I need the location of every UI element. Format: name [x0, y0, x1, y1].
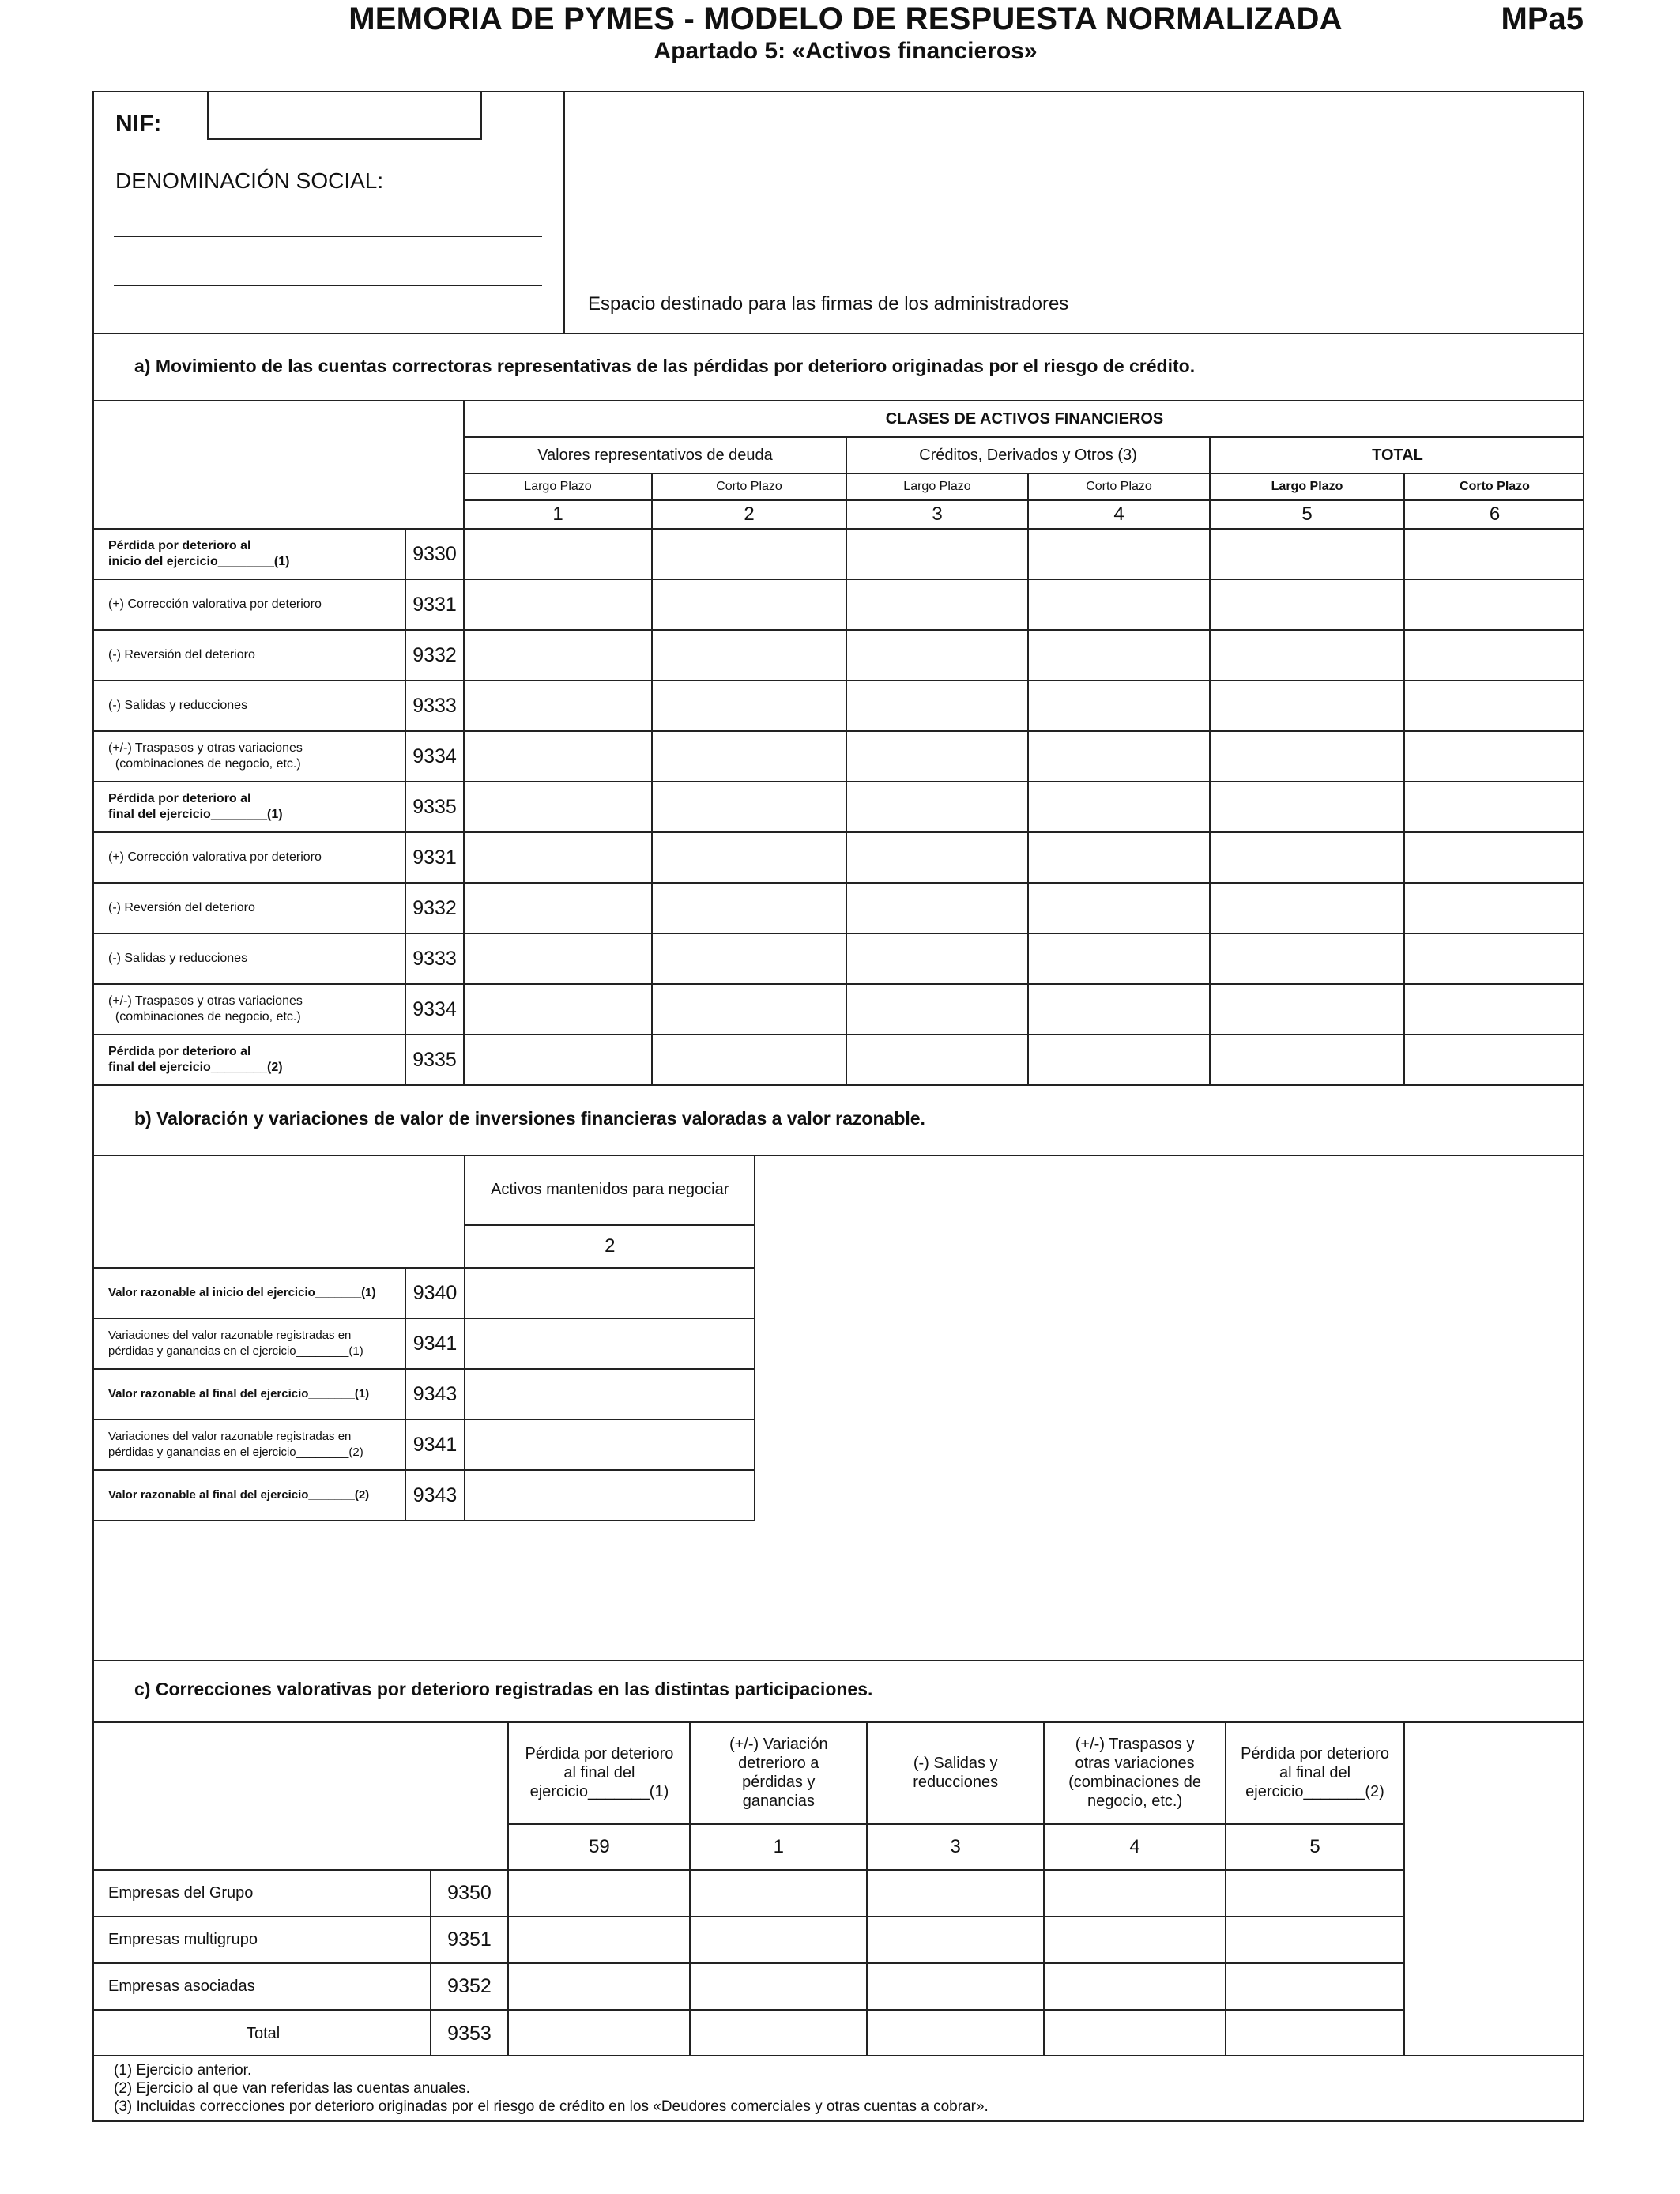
amount-input[interactable]	[464, 529, 652, 579]
row-label	[92, 832, 405, 883]
amount-input[interactable]	[846, 680, 1028, 731]
amount-input[interactable]	[846, 529, 1028, 579]
amount-input[interactable]	[1404, 630, 1584, 680]
row-label: Empresas del Grupo	[92, 1870, 431, 1917]
row-code: 9331	[405, 579, 464, 630]
amount-input[interactable]	[1028, 680, 1210, 731]
col-header-salidas: (-) Salidas y reducciones	[867, 1721, 1044, 1824]
section-a-title: a) Movimiento de las cuentas correctoras representativas de las pérdidas por deterioro originadas por el riesgo de crédito.	[134, 356, 1196, 376]
row-code: 9332	[405, 883, 464, 933]
row-label-line: (-) Salidas y reducciones	[108, 952, 248, 965]
amount-input[interactable]	[652, 529, 846, 579]
class-header-valores: Valores representativos de deuda	[464, 437, 846, 473]
row-label	[92, 579, 405, 630]
amount-input[interactable]	[1044, 2010, 1226, 2056]
amount-input[interactable]	[1210, 984, 1404, 1035]
clases-header: CLASES DE ACTIVOS FINANCIEROS	[464, 401, 1584, 437]
amount-input[interactable]	[1210, 933, 1404, 984]
amount-input[interactable]	[465, 1318, 755, 1369]
section-b-table	[92, 1155, 755, 1521]
row-label-line: final del ejercicio________(1)	[108, 808, 283, 821]
row-code: 9335	[405, 782, 464, 832]
row-code: 9351	[431, 1917, 509, 1963]
row-label	[92, 1035, 405, 1085]
row-label: Empresas multigrupo	[92, 1917, 431, 1963]
amount-input[interactable]	[464, 782, 652, 832]
amount-input[interactable]	[1028, 984, 1210, 1035]
amount-input[interactable]	[1404, 579, 1584, 630]
term-header: Corto Plazo	[1028, 473, 1210, 500]
row-code: 9331	[405, 832, 464, 883]
amount-input[interactable]	[464, 883, 652, 933]
amount-input[interactable]	[464, 933, 652, 984]
row-code: 9343	[405, 1470, 465, 1521]
row-label-line: (combinaciones de negocio, etc.)	[108, 1010, 301, 1023]
amount-input[interactable]	[465, 1470, 755, 1521]
section-divider	[92, 1660, 1584, 1661]
col-number: 5	[1210, 500, 1404, 529]
row-code: 9343	[405, 1369, 465, 1419]
row-label	[92, 782, 405, 832]
row-code: 9352	[431, 1963, 509, 2010]
term-header: Corto Plazo	[652, 473, 846, 500]
amount-input[interactable]	[867, 1870, 1044, 1917]
row-code: 9333	[405, 680, 464, 731]
table-row	[92, 2010, 1404, 2056]
amount-input[interactable]	[1044, 1963, 1226, 2010]
amount-input[interactable]	[464, 1035, 652, 1085]
amount-input[interactable]	[1210, 680, 1404, 731]
row-label	[92, 933, 405, 984]
amount-input[interactable]	[1210, 883, 1404, 933]
row-code: 9340	[405, 1268, 465, 1318]
row-label-line: (-) Salidas y reducciones	[108, 699, 248, 712]
amount-input[interactable]	[652, 832, 846, 883]
amount-input[interactable]	[1028, 731, 1210, 782]
amount-input[interactable]	[464, 731, 652, 782]
amount-input[interactable]	[846, 832, 1028, 883]
col-number: 5	[1226, 1824, 1404, 1870]
amount-input[interactable]	[1028, 883, 1210, 933]
amount-input[interactable]	[846, 731, 1028, 782]
section-a-table	[92, 400, 1584, 1086]
row-label-line: pérdidas y ganancias en el ejercicio________(2)	[108, 1446, 363, 1459]
amount-input[interactable]	[464, 984, 652, 1035]
row-label	[92, 883, 405, 933]
row-label	[92, 1318, 405, 1369]
amount-input[interactable]	[508, 1963, 690, 2010]
row-label	[92, 1419, 405, 1470]
amount-input[interactable]	[1404, 1035, 1584, 1085]
table-row	[92, 1318, 755, 1369]
table-row	[92, 984, 1584, 1035]
amount-input[interactable]	[465, 1419, 755, 1470]
amount-input[interactable]	[1226, 1963, 1404, 2010]
row-label-line: (+) Corrección valorativa por deterioro	[108, 850, 322, 864]
row-label-line: Valor razonable al inicio del ejercicio_______(1)	[108, 1286, 376, 1299]
row-code: 9341	[405, 1419, 465, 1470]
row-label	[92, 680, 405, 731]
term-header: Corto Plazo	[1404, 473, 1584, 500]
row-code: 9350	[431, 1870, 509, 1917]
amount-input[interactable]	[690, 2010, 867, 2056]
term-header: Largo Plazo	[464, 473, 652, 500]
amount-input[interactable]	[1210, 529, 1404, 579]
term-header: Largo Plazo	[846, 473, 1028, 500]
amount-input[interactable]	[1404, 832, 1584, 883]
row-code: 9332	[405, 630, 464, 680]
table-row	[92, 1419, 755, 1470]
amount-input[interactable]	[690, 1870, 867, 1917]
table-row	[92, 1035, 1584, 1085]
amount-input[interactable]	[1404, 782, 1584, 832]
section-divider	[92, 333, 1584, 334]
row-label-line: Valor razonable al final del ejercicio_______(2)	[108, 1488, 370, 1502]
row-code: 9334	[405, 984, 464, 1035]
page-subtitle: Apartado 5: «Activos financieros»	[654, 38, 1038, 64]
amount-input[interactable]	[464, 579, 652, 630]
row-label: Empresas asociadas	[92, 1963, 431, 2010]
row-label-line: final del ejercicio________(2)	[108, 1061, 283, 1074]
amount-input[interactable]	[1028, 579, 1210, 630]
amount-input[interactable]	[652, 680, 846, 731]
footnote-divider	[92, 2055, 1584, 2056]
footnote: (2) Ejercicio al que van referidas las cuentas anuales.	[114, 2080, 470, 2097]
amount-input[interactable]	[846, 883, 1028, 933]
page-title: MEMORIA DE PYMES - MODELO DE RESPUESTA NORMALIZADA	[348, 2, 1343, 36]
amount-input[interactable]	[1210, 1035, 1404, 1085]
denominacion-label: DENOMINACIÓN SOCIAL:	[115, 168, 384, 193]
row-label-line: Pérdida por deterioro al	[108, 792, 251, 805]
row-label	[92, 630, 405, 680]
footnote-list	[114, 2061, 989, 2116]
table-row	[92, 1369, 755, 1419]
row-label-line: pérdidas y ganancias en el ejercicio________(1)	[108, 1344, 363, 1358]
table-row	[92, 731, 1584, 782]
amount-input[interactable]	[690, 1963, 867, 2010]
amount-input[interactable]	[867, 1917, 1044, 1963]
amount-input[interactable]	[846, 1035, 1028, 1085]
amount-input[interactable]	[464, 832, 652, 883]
row-label	[92, 529, 405, 579]
amount-input[interactable]	[652, 630, 846, 680]
amount-input[interactable]	[1044, 1917, 1226, 1963]
denominacion-line-2[interactable]	[114, 285, 542, 286]
col-number: 4	[1044, 1824, 1226, 1870]
row-code: 9330	[405, 529, 464, 579]
table-row	[92, 1268, 755, 1318]
col-number: 59	[508, 1824, 690, 1870]
row-code: 9333	[405, 933, 464, 984]
amount-input[interactable]	[1210, 832, 1404, 883]
row-label-line: (+/-) Traspasos y otras variaciones	[108, 994, 303, 1008]
row-label-line: Pérdida por deterioro al	[108, 539, 251, 552]
amount-input[interactable]	[1028, 1035, 1210, 1085]
amount-input[interactable]	[1044, 1870, 1226, 1917]
row-label-line: (-) Reversión del deterioro	[108, 648, 255, 662]
row-label-line: (-) Reversión del deterioro	[108, 901, 255, 914]
section-b-title: b) Valoración y variaciones de valor de inversiones financieras valoradas a valor razonable.	[134, 1108, 925, 1129]
amount-input[interactable]	[1404, 933, 1584, 984]
amount-input[interactable]	[465, 1369, 755, 1419]
row-label-line: Variaciones del valor razonable registradas en	[108, 1329, 352, 1342]
row-label	[92, 731, 405, 782]
amount-input[interactable]	[652, 782, 846, 832]
row-label-line: Variaciones del valor razonable registradas en	[108, 1430, 352, 1443]
denominacion-line-1[interactable]	[114, 236, 542, 237]
amount-input[interactable]	[1404, 984, 1584, 1035]
amount-input[interactable]	[1404, 529, 1584, 579]
row-label	[92, 1470, 405, 1521]
amount-input[interactable]	[1404, 731, 1584, 782]
table-row	[92, 1917, 1404, 1963]
section-a-corner	[92, 401, 464, 529]
amount-input[interactable]	[846, 933, 1028, 984]
col-number: 3	[867, 1824, 1044, 1870]
table-row	[92, 832, 1584, 883]
row-label-line: Valor razonable al final del ejercicio_______(1)	[108, 1387, 370, 1400]
table-row	[92, 782, 1584, 832]
amount-input[interactable]	[652, 883, 846, 933]
nif-input[interactable]	[207, 91, 482, 140]
section-c-table	[92, 1721, 1405, 2056]
table-row	[92, 933, 1584, 984]
amount-input[interactable]	[846, 579, 1028, 630]
section-c-corner	[92, 1721, 508, 1870]
col-number: 2	[652, 500, 846, 529]
amount-input[interactable]	[652, 731, 846, 782]
amount-input[interactable]	[508, 1917, 690, 1963]
footnote: (3) Incluidas correcciones por deterioro originadas por el riesgo de crédito en los «Deudores comerciales y otras cuentas a cobrar».	[114, 2098, 989, 2115]
col-header-perdida-final: Pérdida por deterioro al final del ejercicio_______(2)	[1226, 1721, 1404, 1824]
class-header-total: TOTAL	[1210, 437, 1584, 473]
amount-input[interactable]	[1028, 529, 1210, 579]
row-code: 9335	[405, 1035, 464, 1085]
col-number: 6	[1404, 500, 1584, 529]
table-row	[92, 579, 1584, 630]
row-label	[92, 1268, 405, 1318]
row-label-line: (combinaciones de negocio, etc.)	[108, 757, 301, 771]
amount-input[interactable]	[1210, 579, 1404, 630]
amount-input[interactable]	[1210, 630, 1404, 680]
table-row	[92, 1870, 1404, 1917]
col-header-traspasos: (+/-) Traspasos y otras variaciones (combinaciones de negocio, etc.)	[1044, 1721, 1226, 1824]
amount-input[interactable]	[465, 1268, 755, 1318]
table-row	[92, 529, 1584, 579]
col-number: 1	[690, 1824, 867, 1870]
col-header-negociar: Activos mantenidos para negociar	[465, 1155, 755, 1225]
amount-input[interactable]	[464, 630, 652, 680]
row-label-line: inicio del ejercicio________(1)	[108, 555, 290, 568]
col-header-perdida-inicial: Pérdida por deterioro al final del ejercicio_______(1)	[508, 1721, 690, 1824]
col-number: 1	[464, 500, 652, 529]
footnote: (1) Ejercicio anterior.	[114, 2062, 252, 2079]
amount-input[interactable]	[508, 1870, 690, 1917]
col-number: 2	[465, 1225, 755, 1268]
amount-input[interactable]	[1028, 933, 1210, 984]
ident-divider	[563, 91, 565, 333]
col-number: 3	[846, 500, 1028, 529]
term-header: Largo Plazo	[1210, 473, 1404, 500]
amount-input[interactable]	[690, 1917, 867, 1963]
form-code: MPa5	[1501, 2, 1584, 36]
row-label-line: Pérdida por deterioro al	[108, 1045, 251, 1058]
row-label-line: (+/-) Traspasos y otras variaciones	[108, 741, 303, 755]
amount-input[interactable]	[652, 1035, 846, 1085]
firmas-label: Espacio destinado para las firmas de los administradores	[588, 293, 1069, 315]
table-row	[92, 1470, 755, 1521]
nif-label: NIF:	[115, 111, 162, 137]
amount-input[interactable]	[1226, 1870, 1404, 1917]
amount-input[interactable]	[1028, 782, 1210, 832]
col-header-variacion: (+/-) Variación detrerioro a pérdidas y ganancias	[690, 1721, 867, 1824]
row-code: 9341	[405, 1318, 465, 1369]
table-row	[92, 680, 1584, 731]
class-header-creditos: Créditos, Derivados y Otros (3)	[846, 437, 1210, 473]
row-label	[92, 984, 405, 1035]
amount-input[interactable]	[1226, 2010, 1404, 2056]
table-row	[92, 883, 1584, 933]
amount-input[interactable]	[652, 984, 846, 1035]
amount-input[interactable]	[1226, 1917, 1404, 1963]
table-row	[92, 630, 1584, 680]
row-label: Total	[92, 2010, 431, 2056]
col-number: 4	[1028, 500, 1210, 529]
section-b-corner	[92, 1155, 465, 1268]
amount-input[interactable]	[846, 782, 1028, 832]
amount-input[interactable]	[652, 933, 846, 984]
table-row	[92, 1963, 1404, 2010]
row-label	[92, 1369, 405, 1419]
amount-input[interactable]	[846, 984, 1028, 1035]
amount-input[interactable]	[652, 579, 846, 630]
row-label-line: (+) Corrección valorativa por deterioro	[108, 598, 322, 611]
amount-input[interactable]	[1404, 680, 1584, 731]
amount-input[interactable]	[846, 630, 1028, 680]
amount-input[interactable]	[1028, 832, 1210, 883]
row-code: 9334	[405, 731, 464, 782]
amount-input[interactable]	[867, 2010, 1044, 2056]
amount-input[interactable]	[1210, 782, 1404, 832]
amount-input[interactable]	[1404, 883, 1584, 933]
amount-input[interactable]	[1210, 731, 1404, 782]
section-c-title: c) Correcciones valorativas por deterioro registradas en las distintas participaciones.	[134, 1679, 873, 1699]
row-code: 9353	[431, 2010, 509, 2056]
amount-input[interactable]	[508, 2010, 690, 2056]
amount-input[interactable]	[867, 1963, 1044, 2010]
amount-input[interactable]	[1028, 630, 1210, 680]
amount-input[interactable]	[464, 680, 652, 731]
